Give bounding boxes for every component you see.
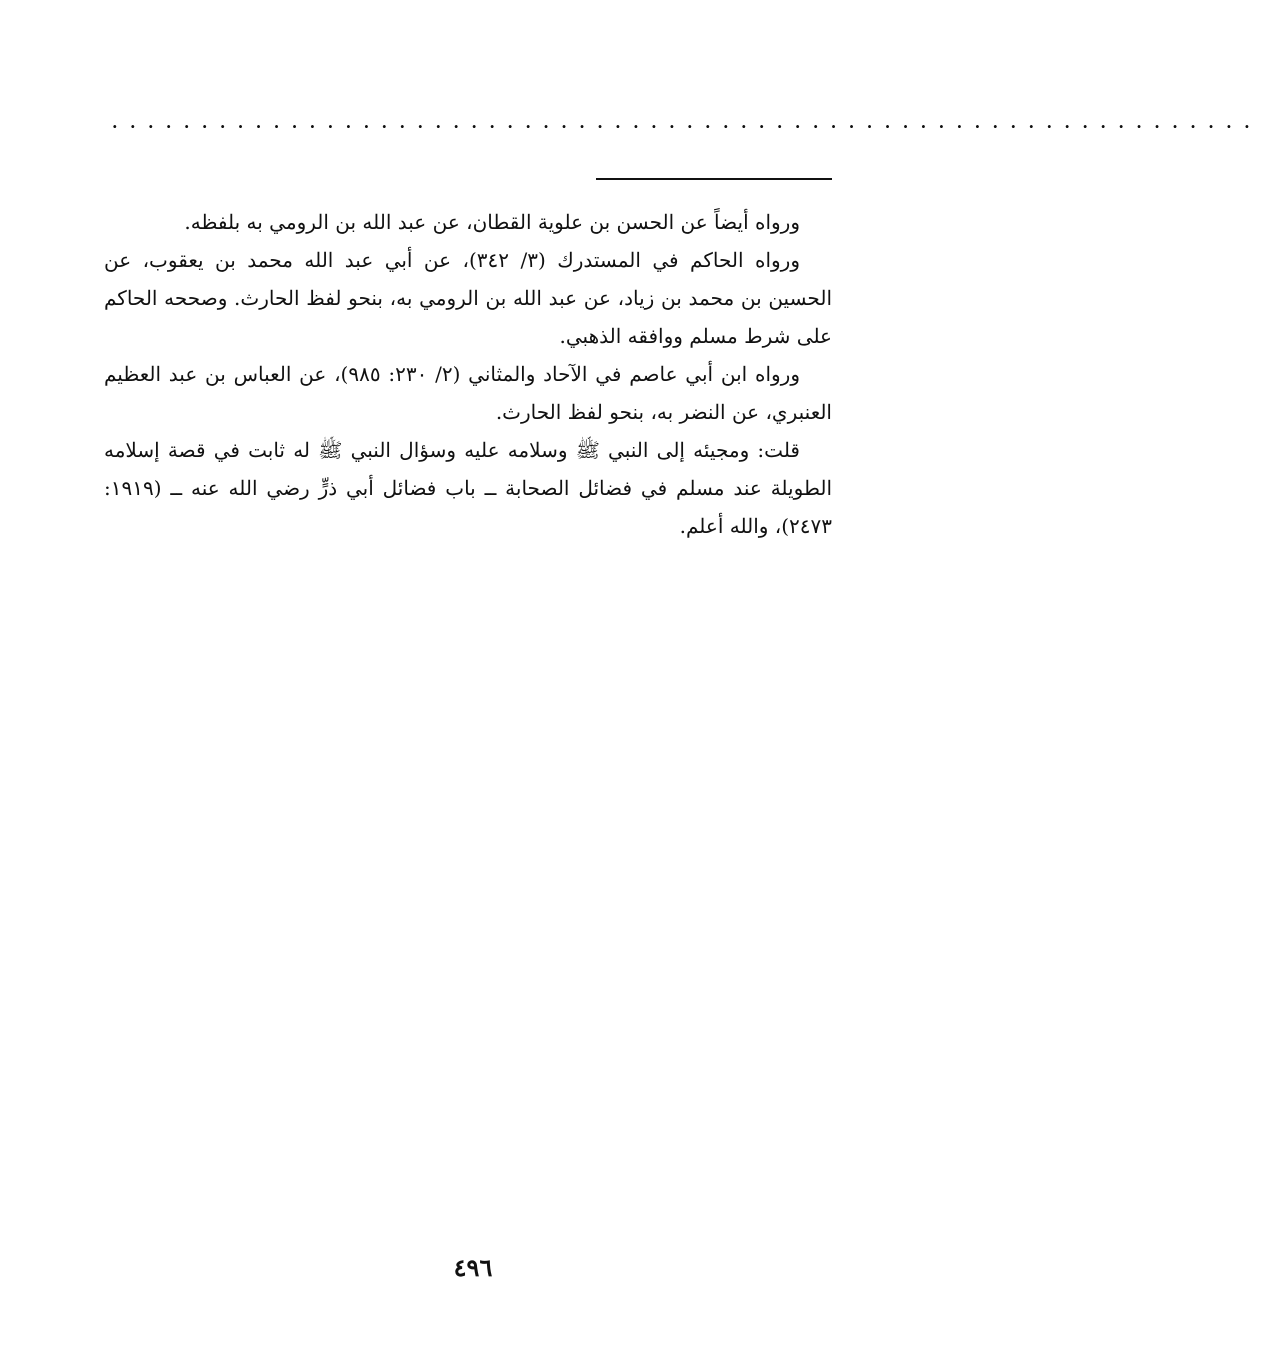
footnote-paragraph: ورواه ابن أبي عاصم في الآحاد والمثاني (٢/ ٢٣٠: ٩٨٥)، عن العباس بن عبد العظيم العنبري، عن النضر به، بنحو لفظ الحارث. xyxy=(104,362,832,424)
footnote-paragraph: ورواه أيضاً عن الحسن بن علوية القطان، عن عبد الله بن الرومي به بلفظه. xyxy=(184,210,800,234)
footnote-body xyxy=(104,203,832,545)
footnote-separator-line xyxy=(596,178,832,180)
dotted-separator: ································································ xyxy=(112,117,1262,136)
footnote-paragraph: قلت: ومجيئه إلى النبي ﷺ وسلامه عليه وسؤال النبي ﷺ له ثابت في قصة إسلامه الطويلة عند مسلم في فضائل الصحابة ــ باب فضائل أبي ذرٍّ رضي الله عنه ــ (١٩١٩: ٢٤٧٣)، والله أعلم. xyxy=(104,438,832,538)
page-number: ٤٩٦ xyxy=(453,1253,493,1282)
footnote-paragraph: ورواه الحاكم في المستدرك (٣/ ٣٤٢)، عن أبي عبد الله محمد بن يعقوب، عن الحسين بن محمد بن زياد، عن عبد الله بن الرومي به، بنحو لفظ الحارث. وصححه الحاكم على شرط مسلم ووافقه الذهبي. xyxy=(104,248,832,348)
